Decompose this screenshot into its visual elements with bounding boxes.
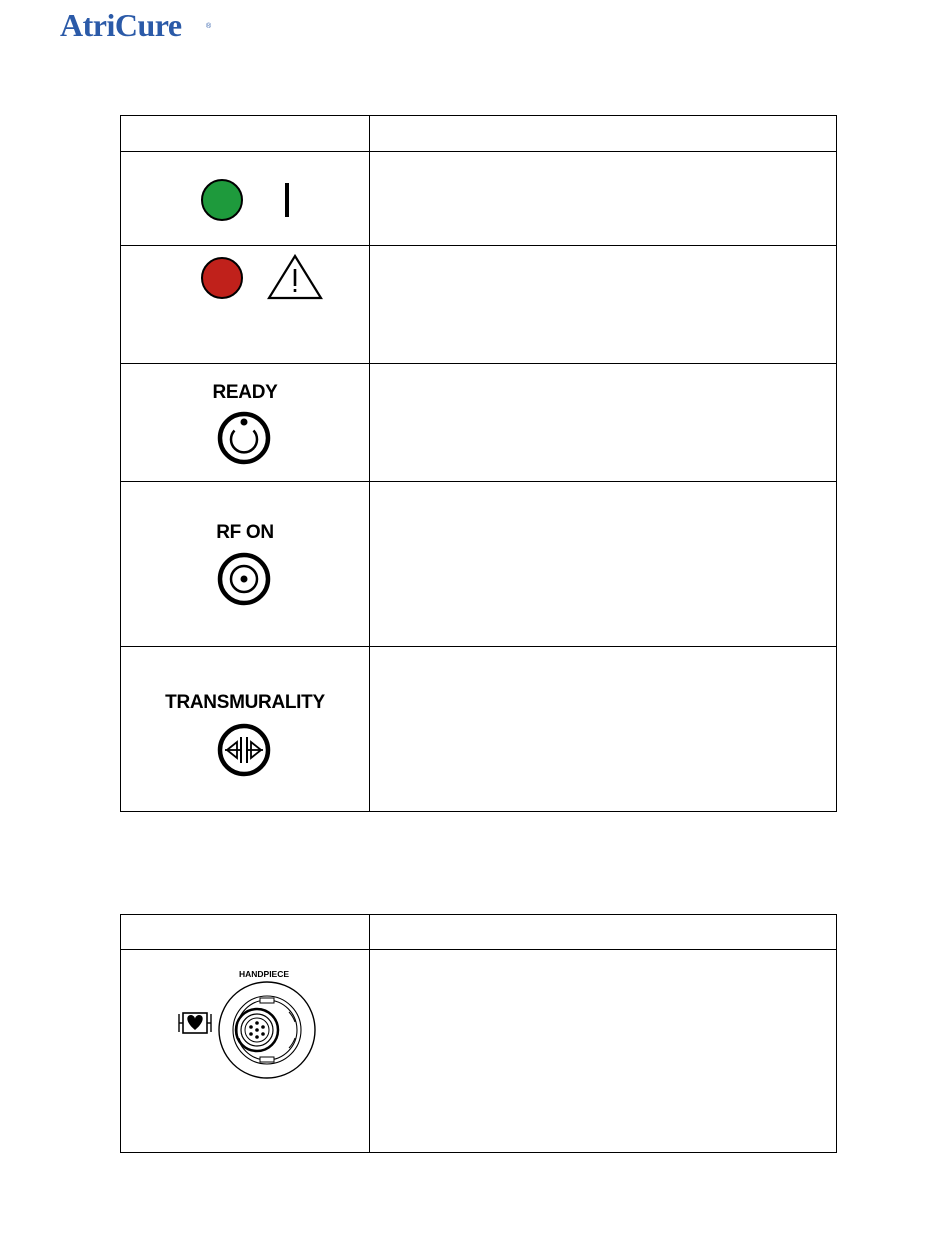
ready-label: READY <box>212 382 278 403</box>
transmurality-label: TRANSMURALITY <box>165 692 325 713</box>
handpiece-connector-symbol <box>121 950 369 1152</box>
row-description <box>370 950 837 1153</box>
rf-on-icon <box>121 482 369 646</box>
handpiece-label: HANDPIECE <box>238 969 290 979</box>
logo-text: AtriCure <box>60 7 182 43</box>
table-row <box>121 647 837 812</box>
handpiece-connector-icon <box>219 982 315 1078</box>
row-description <box>370 647 837 812</box>
red-indicator-light-icon <box>202 258 242 298</box>
warning-triangle-icon <box>269 256 321 298</box>
table-row <box>121 246 837 364</box>
row-description <box>370 482 837 647</box>
header-cell-description <box>370 915 837 950</box>
heart-defib-icon <box>179 1013 211 1033</box>
row-description <box>370 246 837 364</box>
power-indicator-symbols <box>121 152 369 245</box>
connector-symbols-table <box>120 914 837 1153</box>
rf-on-label: RF ON <box>216 522 274 543</box>
table-row <box>121 482 837 647</box>
transmurality-icon <box>121 647 369 811</box>
table-header-row <box>121 116 837 152</box>
atricure-logo <box>60 6 210 42</box>
power-on-line-icon <box>285 183 289 217</box>
table-header-row <box>121 915 837 950</box>
registered-mark: ® <box>206 23 212 30</box>
header-cell-symbol <box>121 915 370 950</box>
svg-text:AtriCure <box>60 7 182 43</box>
indicator-symbols-table <box>120 115 837 812</box>
header-cell-description <box>370 116 837 152</box>
table-row <box>121 950 837 1153</box>
green-indicator-light-icon <box>202 180 242 220</box>
row-description <box>370 152 837 246</box>
header-cell-symbol <box>121 116 370 152</box>
row-description <box>370 364 837 482</box>
table-row <box>121 364 837 482</box>
table-row <box>121 152 837 246</box>
fault-indicator-symbols <box>121 246 369 363</box>
